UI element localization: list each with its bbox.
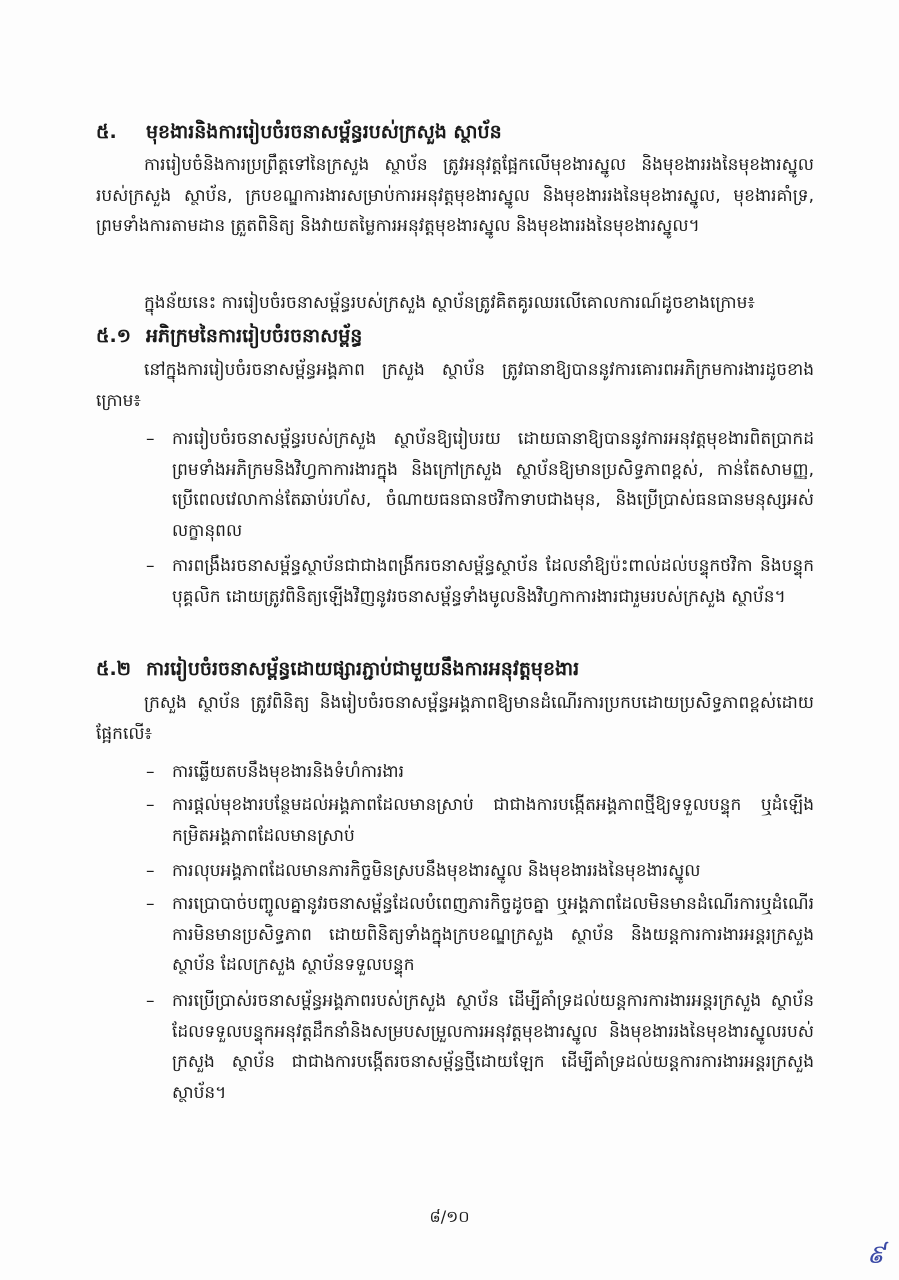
section-5-2-number: ៥.២ <box>96 658 132 680</box>
section-5-paragraph-2: ក្នុងន័យនេះ ការរៀបចំរចនាសម្ព័ន្ធរបស់ក្រសួង ស្ថាប័នត្រូវគិតគូរឈរលើគោលការណ៍ដូចខាងក្រោម៖ <box>144 293 755 313</box>
bullet-dash: – <box>146 861 155 881</box>
section-5-2-bullet-1 <box>146 757 814 789</box>
bullet-text: ការរៀបចំរចនាសម្ព័ន្ធរបស់ក្រសួង ស្ថាប័នឱ្យរៀបរយ ដោយធានាឱ្យបាននូវការអនុវត្តមុខងារពិតប្រាកដ ព្រមទាំងអភិក្រមនិងវិហ្វកាការងារក្នុង និងក្រៅក្រសួង ស្ថាប័នឱ្យមានប្រសិទ្ធភាពខ្ពស់, កាន់តែសាមញ្ញ, ប្រើពេលវេលាកាន់តែឆាប់រហ័ស, ចំណាយធនធានថវិកាទាបជាងមុន, និងប្រើប្រាស់ធនធានមនុស្សអស់លក្ខានុពល <box>172 429 814 541</box>
bullet-text: ការផ្តល់មុខងារបន្ថែមដល់អង្គភាពដែលមានស្រាប់ ជាជាងការបង្កើតអង្គភាពថ្មីឱ្យទទួលបន្ទុក ឬដំឡើងកម្រិតអង្គភាពដែលមានស្រាប់ <box>172 795 814 846</box>
bullet-dash: – <box>146 894 155 914</box>
bullet-text: ការប្រើប្រាស់រចនាសម្ព័ន្ធអង្គភាពរបស់ក្រសួង ស្ថាប័ន ដើម្បីគាំទ្រដល់យន្តការការងារអន្តរក្រសួង ស្ថាប័ន ដែលទទួលបន្ទុកអនុវត្តដឹកនាំនិងសម្របសម្រួលការអនុវត្តមុខងារស្នូល និងមុខងាររងនៃមុខងារស្នូលរបស់ក្រសួង ស្ថាប័ន ជាជាងការបង្កើតរចនាសម្ព័ន្ធថ្មីដោយឡែក ដើម្បីគាំទ្រដល់យន្តការការងារអន្តរក្រសួង ស្ថាប័ន។ <box>172 991 814 1103</box>
section-5-number: ៥. <box>96 121 117 143</box>
bullet-dash: – <box>146 762 155 782</box>
section-5-2-bullet-3 <box>146 856 814 888</box>
bullet-dash: – <box>146 991 155 1011</box>
section-5-title: មុខងារនិងការរៀបចំរចនាសម្ព័ន្ធរបស់ក្រសួង ស្ថាប័ន <box>146 121 502 143</box>
section-5-2-bullet-5 <box>146 986 814 1110</box>
section-5-1-bullet-2 <box>146 551 814 647</box>
bullet-text: ការប្រោបាច់បញ្ចូលគ្នានូវរចនាសម្ព័ន្ធដែលបំពេញភារកិច្ចដូចគ្នា ឬអង្គភាពដែលមិនមានដំណើរការឬដំណើរការមិនមានប្រសិទ្ធភាព ដោយពិនិត្យទាំងក្នុងក្របខណ្ឌក្រសួង ស្ថាប័ន និងយន្តការការងារអន្តរក្រសួង ស្ថាប័ន ដែលក្រសួង ស្ថាប័នទទួលបន្ទុក <box>172 894 814 975</box>
bullet-text: ការលុបអង្គភាពដែលមានភារកិច្ចមិនស្របនឹងមុខងារស្នូល និងមុខងាររងនៃមុខងារស្នូល <box>172 861 701 881</box>
margin-handwritten-mark: ៩ <box>866 1240 885 1270</box>
section-5-2-title: ការរៀបចំរចនាសម្ព័ន្ធដោយផ្សារភ្ជាប់ជាមួយនឹងការអនុវត្តមុខងារ <box>146 658 580 680</box>
section-5-heading <box>96 118 796 148</box>
bullet-dash: – <box>146 429 155 449</box>
section-5-1-number: ៥.១ <box>96 325 132 347</box>
bullet-dash: – <box>146 795 155 815</box>
page-number: ៨/១០ <box>429 1207 470 1226</box>
section-5-1-intro: នៅក្នុងការរៀបចំរចនាសម្ព័ន្ធអង្គភាព ក្រសួង ស្ថាប័ន ត្រូវធានាឱ្យបាននូវការគោរពអភិក្រមការងារដូចខាងក្រោម៖ <box>96 360 814 411</box>
section-5-1-heading <box>96 322 796 352</box>
section-5-2-bullet-2 <box>146 790 814 852</box>
section-5-1-title: អភិក្រមនៃការរៀបចំរចនាសម្ព័ន្ធ <box>146 325 363 347</box>
section-5-paragraph-1: ការរៀបចំនិងការប្រព្រឹត្តទៅនៃក្រសួង ស្ថាប័ន ត្រូវអនុវត្តផ្អែកលើមុខងារស្នូល និងមុខងាររងនៃមុខងារស្នូលរបស់ក្រសួង ស្ថាប័ន, ក្របខណ្ឌការងារសម្រាប់ការអនុវត្តមុខងារស្នូល និងមុខងាររងនៃមុខងារស្នូល, មុខងារគាំទ្រ, ព្រមទាំងការតាមដាន ត្រួតពិនិត្យ និងវាយតម្លៃការអនុវត្តមុខងារស្នូល និងមុខងាររងនៃមុខងារស្នូល។ <box>96 155 814 236</box>
section-5-2-bullet-4 <box>146 889 814 983</box>
bullet-dash: – <box>146 556 155 576</box>
bullet-text: ការពង្រឹងរចនាសម្ព័ន្ធស្ថាប័នជាជាងពង្រីករចនាសម្ព័ន្ធស្ថាប័ន ដែលនាំឱ្យប៉ះពាល់ដល់បន្ទុកថវិកា និងបន្ទុកបុគ្គលិក ដោយត្រូវពិនិត្យឡើងវិញនូវរចនាសម្ព័ន្ធទាំងមូលនិងវិហ្វកាការងារជារួមរបស់ក្រសួង ស្ថាប័ន។ <box>172 556 814 607</box>
bullet-text: ការឆ្លើយតបនឹងមុខងារនិងទំហំការងារ <box>172 762 405 782</box>
section-5-2-intro: ក្រសួង ស្ថាប័ន ត្រូវពិនិត្យ និងរៀបចំរចនាសម្ព័ន្ធអង្គភាពឱ្យមានដំណើរការប្រកបដោយប្រសិទ្ធភាពខ្ពស់ដោយផ្អែកលើ៖ <box>96 693 814 744</box>
section-5-1-bullet-1 <box>146 424 814 548</box>
section-5-2-heading <box>96 655 816 685</box>
